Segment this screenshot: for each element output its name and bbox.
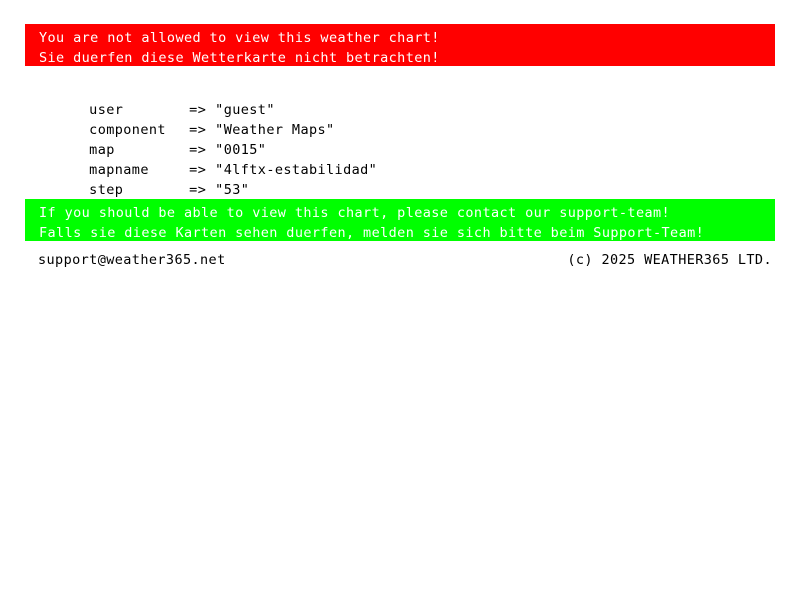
detail-value-map: "0015" [215, 142, 267, 158]
detail-value-step: "53" [215, 182, 250, 198]
error-message-de: Sie duerfen diese Wetterkarte nicht betrachten! [39, 50, 440, 66]
detail-arrow-map: => [189, 142, 207, 158]
error-message-en: You are not allowed to view this weather chart! [39, 30, 440, 46]
detail-key-user: user [89, 102, 124, 118]
detail-key-step: step [89, 182, 124, 198]
error-banner [25, 24, 775, 66]
support-email-link[interactable]: support@weather365.net [38, 252, 226, 268]
detail-key-map: map [89, 142, 115, 158]
detail-key-mapname: mapname [89, 162, 149, 178]
detail-value-user: "guest" [215, 102, 275, 118]
support-message-de: Falls sie diese Karten sehen duerfen, melden sie sich bitte beim Support-Team! [39, 225, 705, 241]
detail-arrow-step: => [189, 182, 207, 198]
detail-arrow-component: => [189, 122, 207, 138]
support-message-en: If you should be able to view this chart, please contact our support-team! [39, 205, 671, 221]
detail-row-user [38, 80, 738, 118]
support-banner [25, 199, 775, 241]
detail-arrow-user: => [189, 102, 207, 118]
copyright-text: (c) 2025 WEATHER365 LTD. [567, 252, 772, 268]
detail-value-mapname: "4lftx-estabilidad" [215, 162, 378, 178]
detail-arrow-mapname: => [189, 162, 207, 178]
detail-key-component: component [89, 122, 166, 138]
request-details [38, 80, 738, 198]
detail-value-component: "Weather Maps" [215, 122, 335, 138]
footer [38, 250, 772, 270]
